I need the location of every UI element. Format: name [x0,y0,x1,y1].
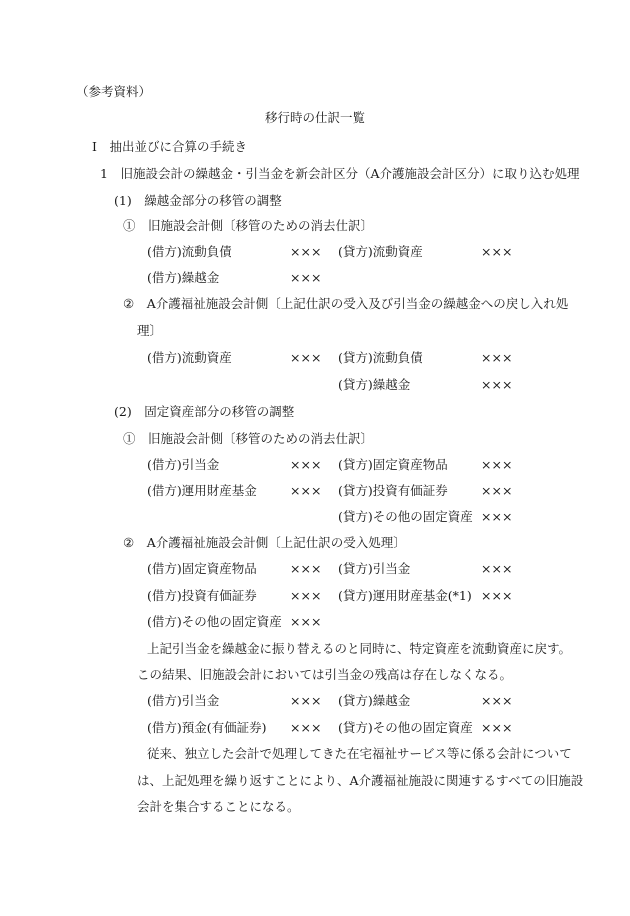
debit-amount: ××× [290,457,322,472]
debit-account: (借方)その他の固定資産 [147,614,282,629]
debit-account: (借方)預金(有価証券) [147,720,267,735]
sub-heading: 1 旧施設会計の繰越金・引当金を新会計区分（A介護施設会計区分）に取り込む処理 [100,166,580,181]
debit-amount: ××× [290,588,322,603]
debit-amount: ××× [290,614,322,629]
part-heading: (2) 固定資産部分の移管の調整 [114,404,295,419]
note-paragraph: 上記引当金を繰越金に振り替えるのと同時に、特定資産を流動資産に戻す。 [147,641,572,656]
credit-account: (貸方)その他の固定資産 [338,720,473,735]
item-heading: ② A介護福祉施設会計側〔上記仕訳の受入処理〕 [123,535,406,550]
debit-account: (借方)運用財産基金 [147,483,257,498]
debit-amount: ××× [290,483,322,498]
item-heading: ② A介護福祉施設会計側〔上記仕訳の受入及び引当金の繰越金への戻し入れ処 [123,296,569,311]
credit-amount: ××× [481,457,513,472]
credit-amount: ××× [481,377,513,392]
credit-amount: ××× [481,561,513,576]
section-heading: Ⅰ 抽出並びに合算の手続き [92,139,247,154]
note-paragraph-continued: この結果、旧施設会計においては引当金の残高は存在しなくなる。 [137,667,513,682]
debit-account: (借方)引当金 [147,693,220,708]
credit-account: (貸方)引当金 [338,561,411,576]
part-heading: (1) 繰越金部分の移管の調整 [114,193,282,208]
credit-amount: ××× [481,483,513,498]
debit-amount: ××× [290,270,322,285]
credit-amount: ××× [481,588,513,603]
credit-amount: ××× [481,693,513,708]
debit-amount: ××× [290,561,322,576]
item-heading: ① 旧施設会計側〔移管のための消去仕訳〕 [123,431,374,446]
credit-account: (貸方)流動負債 [338,350,423,365]
debit-account: (借方)投資有価証券 [147,588,257,603]
debit-amount: ××× [290,350,322,365]
debit-account: (借方)繰越金 [147,270,220,285]
credit-account: (貸方)運用財産基金(*1) [338,588,472,603]
page-title: 移行時の仕訳一覧 [264,110,365,125]
closing-paragraph-continued: 会計を集合することになる。 [137,799,300,814]
credit-account: (貸方)繰越金 [338,377,411,392]
debit-account: (借方)固定資産物品 [147,561,257,576]
debit-amount: ××× [290,720,322,735]
credit-amount: ××× [481,720,513,735]
reference-label: （参考資料） [76,84,152,99]
credit-account: (貸方)固定資産物品 [338,457,448,472]
debit-account: (借方)流動資産 [147,350,232,365]
credit-amount: ××× [481,509,513,524]
debit-account: (借方)引当金 [147,457,220,472]
item-heading: ① 旧施設会計側〔移管のための消去仕訳〕 [123,218,374,233]
item-heading-continued: 理〕 [137,323,163,338]
credit-account: (貸方)流動資産 [338,244,423,259]
credit-account: (貸方)投資有価証券 [338,483,448,498]
credit-account: (貸方)繰越金 [338,693,411,708]
debit-amount: ××× [290,244,322,259]
closing-paragraph: 従来、独立した会計で処理してきた在宅福祉サービス等に係る会計について [147,746,572,761]
debit-account: (借方)流動負債 [147,244,232,259]
debit-amount: ××× [290,693,322,708]
credit-account: (貸方)その他の固定資産 [338,509,473,524]
credit-amount: ××× [481,244,513,259]
credit-amount: ××× [481,350,513,365]
closing-paragraph-continued: は、上記処理を繰り返すことにより、A介護福祉施設に関連するすべての旧施設 [137,773,584,788]
